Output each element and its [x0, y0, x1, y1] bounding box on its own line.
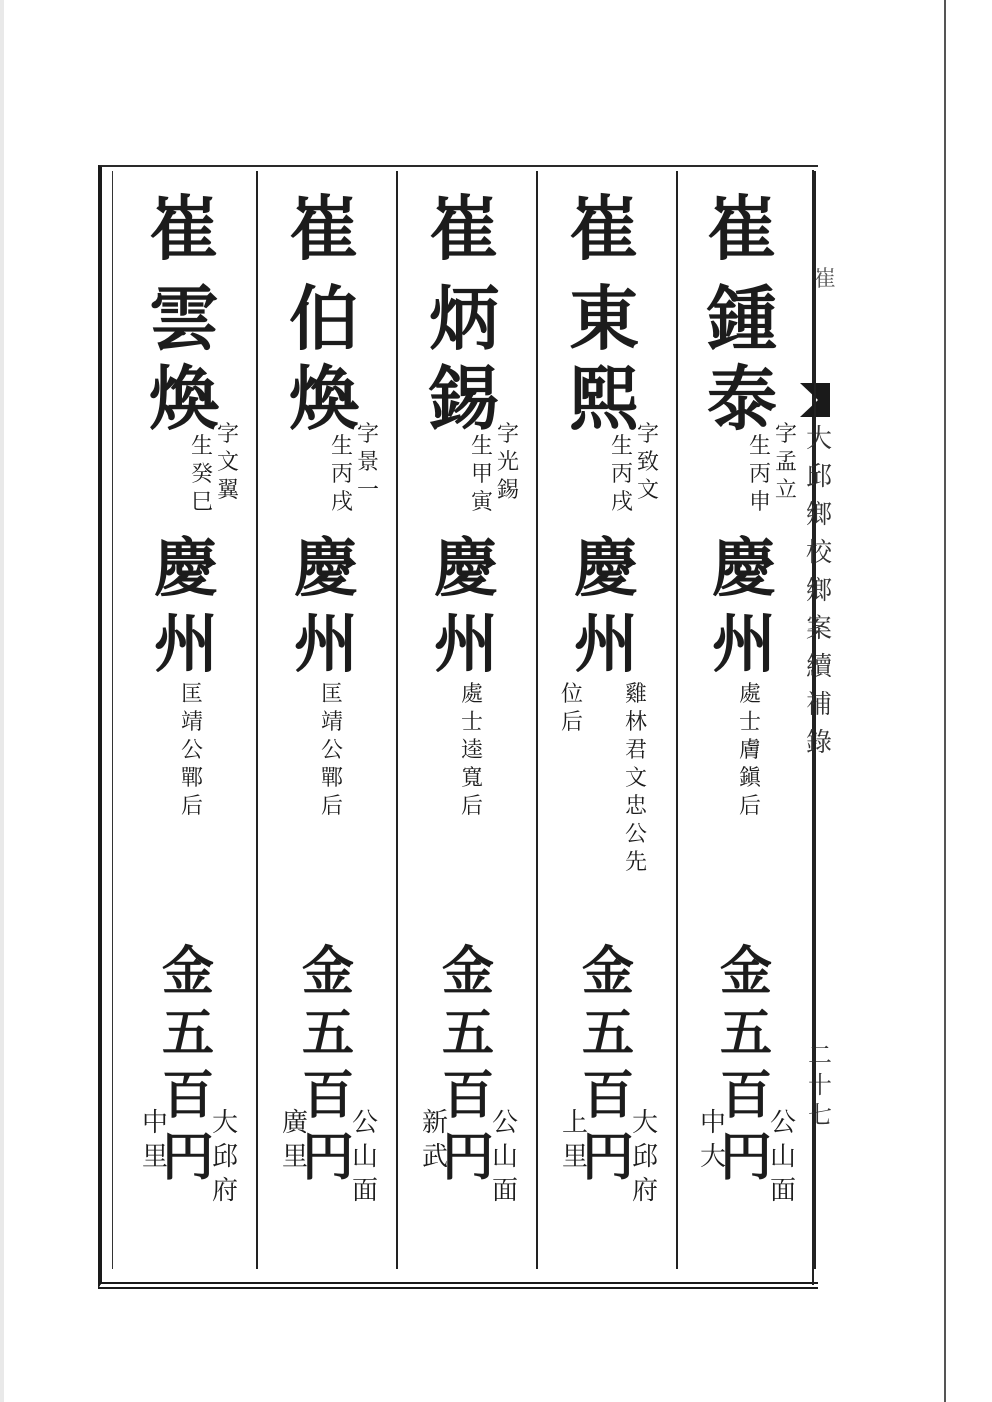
amount-char: 円 [581, 1127, 634, 1188]
residence-char: 面 [492, 1176, 519, 1206]
page-number-char: 十 [808, 1071, 832, 1099]
amount-char: 百 [161, 1065, 214, 1126]
residence-char: 公 [770, 1108, 797, 1138]
amount-char: 金 [719, 941, 772, 1002]
margin-top-char: 崔 [814, 267, 837, 292]
entry-residence [632, 1106, 658, 1208]
amount-char: 五 [719, 1003, 772, 1064]
residence-char: 面 [770, 1176, 797, 1206]
entry-lineage-cont: 位后 [560, 682, 583, 735]
entry-surname: 崔 [289, 187, 359, 270]
scan-edge [0, 0, 4, 1402]
inner-rule [112, 171, 113, 1269]
entry-birth-year: 生丙戌 [610, 434, 633, 515]
entry-village [562, 1106, 588, 1174]
entry-given-name [702, 279, 782, 439]
amount-char: 円 [161, 1127, 214, 1188]
entry-column [398, 171, 538, 1269]
book-title-char: 鄉 [806, 500, 833, 530]
amount-char: 金 [441, 941, 494, 1002]
entry-residence [770, 1106, 796, 1208]
entry-lineage: 匡靖公鄲后 [180, 682, 203, 819]
amount-char: 円 [301, 1127, 354, 1188]
village-char: 里 [562, 1142, 589, 1172]
entry-village [282, 1106, 308, 1174]
book-title-char: 案 [806, 614, 833, 644]
entry-residence [352, 1106, 378, 1208]
entry-surname: 崔 [707, 187, 777, 270]
residence-char: 大 [632, 1108, 659, 1138]
village-char: 里 [142, 1142, 169, 1172]
given-name-char: 東 [569, 277, 639, 360]
entry-given-name [284, 279, 364, 439]
origin-char: 慶 [574, 531, 638, 606]
village-char: 武 [422, 1142, 449, 1172]
amount-char: 円 [441, 1127, 494, 1188]
amount-char: 五 [441, 1003, 494, 1064]
entry-surname: 崔 [429, 187, 499, 270]
entry-clan-origin [148, 531, 224, 683]
residence-char: 面 [352, 1176, 379, 1206]
entry-village [142, 1106, 168, 1174]
given-name-char: 鍾 [707, 277, 777, 360]
amount-char: 五 [161, 1003, 214, 1064]
amount-char: 百 [301, 1065, 354, 1126]
given-name-char: 煥 [149, 357, 219, 440]
entry-lineage: 處士膚鎭后 [738, 682, 761, 819]
entry-courtesy-name: 字景一 [356, 422, 379, 503]
origin-char: 州 [434, 607, 498, 682]
amount-char: 金 [161, 941, 214, 1002]
given-name-char: 雲 [149, 277, 219, 360]
entry-residence [212, 1106, 238, 1208]
entry-village [422, 1106, 448, 1174]
entry-courtesy-name: 字光錫 [496, 422, 519, 503]
residence-char: 邱 [632, 1142, 659, 1172]
residence-char: 大 [212, 1108, 239, 1138]
village-char: 新 [422, 1108, 449, 1138]
village-char: 大 [700, 1142, 727, 1172]
entry-given-name [424, 279, 504, 439]
amount-char: 百 [581, 1065, 634, 1126]
amount-char: 金 [581, 941, 634, 1002]
given-name-char: 泰 [707, 357, 777, 440]
village-char: 中 [142, 1108, 169, 1138]
book-title-char: 錄 [806, 728, 833, 758]
entry-lineage: 雞林君文忠公先 [624, 682, 647, 875]
entry-clan-origin [568, 531, 644, 683]
amount-char: 円 [719, 1127, 772, 1188]
entry-birth-year: 生癸巳 [190, 434, 213, 515]
book-title-char: 邱 [806, 462, 833, 492]
origin-char: 州 [574, 607, 638, 682]
village-char: 上 [562, 1108, 589, 1138]
origin-char: 慶 [712, 531, 776, 606]
entry-surname: 崔 [569, 187, 639, 270]
origin-char: 州 [712, 607, 776, 682]
given-name-char: 熙 [569, 357, 639, 440]
entry-clan-origin [706, 531, 782, 683]
residence-char: 府 [212, 1176, 239, 1206]
origin-char: 慶 [434, 531, 498, 606]
entry-village [700, 1106, 726, 1174]
entry-column [258, 171, 398, 1269]
entry-birth-year: 生丙戌 [330, 434, 353, 515]
given-name-char: 伯 [289, 277, 359, 360]
entry-residence [492, 1106, 518, 1208]
entry-column [676, 171, 816, 1269]
amount-char: 百 [719, 1065, 772, 1126]
entry-courtesy-name: 字文翼 [216, 422, 239, 503]
residence-char: 山 [492, 1142, 519, 1172]
book-title-char: 校 [806, 538, 833, 568]
entry-surname: 崔 [149, 187, 219, 270]
entry-lineage: 匡靖公鄲后 [320, 682, 343, 819]
entry-given-name [564, 279, 644, 439]
amount-char: 百 [441, 1065, 494, 1126]
entry-clan-origin [288, 531, 364, 683]
given-name-char: 炳 [429, 277, 499, 360]
village-char: 廣 [282, 1108, 309, 1138]
book-title-char: 大 [806, 424, 833, 454]
scan-edge-right [944, 0, 946, 1402]
given-name-char: 煥 [289, 357, 359, 440]
entry-given-name [144, 279, 224, 439]
entry-clan-origin [428, 531, 504, 683]
entry-column [538, 171, 678, 1269]
given-name-char: 錫 [429, 357, 499, 440]
village-char: 中 [700, 1108, 727, 1138]
residence-char: 山 [352, 1142, 379, 1172]
entry-birth-year: 生丙申 [748, 434, 771, 515]
origin-char: 慶 [154, 531, 218, 606]
amount-char: 五 [301, 1003, 354, 1064]
entry-courtesy-name: 字致文 [636, 422, 659, 503]
amount-char: 金 [301, 941, 354, 1002]
entry-lineage: 處士逵寬后 [460, 682, 483, 819]
residence-char: 府 [632, 1176, 659, 1206]
page-number-char: 七 [808, 1101, 832, 1129]
origin-char: 州 [294, 607, 358, 682]
book-title-char: 鄉 [806, 576, 833, 606]
residence-char: 公 [352, 1108, 379, 1138]
village-char: 里 [282, 1142, 309, 1172]
entry-birth-year: 生甲寅 [470, 434, 493, 515]
amount-char: 五 [581, 1003, 634, 1064]
residence-char: 邱 [212, 1142, 239, 1172]
entry-column [118, 171, 258, 1269]
origin-char: 州 [154, 607, 218, 682]
residence-char: 山 [770, 1142, 797, 1172]
origin-char: 慶 [294, 531, 358, 606]
book-title-char: 補 [806, 690, 833, 720]
book-title-char: 續 [806, 652, 833, 682]
page-number-char: 二 [808, 1041, 832, 1069]
residence-char: 公 [492, 1108, 519, 1138]
entry-courtesy-name: 字孟立 [774, 422, 797, 503]
